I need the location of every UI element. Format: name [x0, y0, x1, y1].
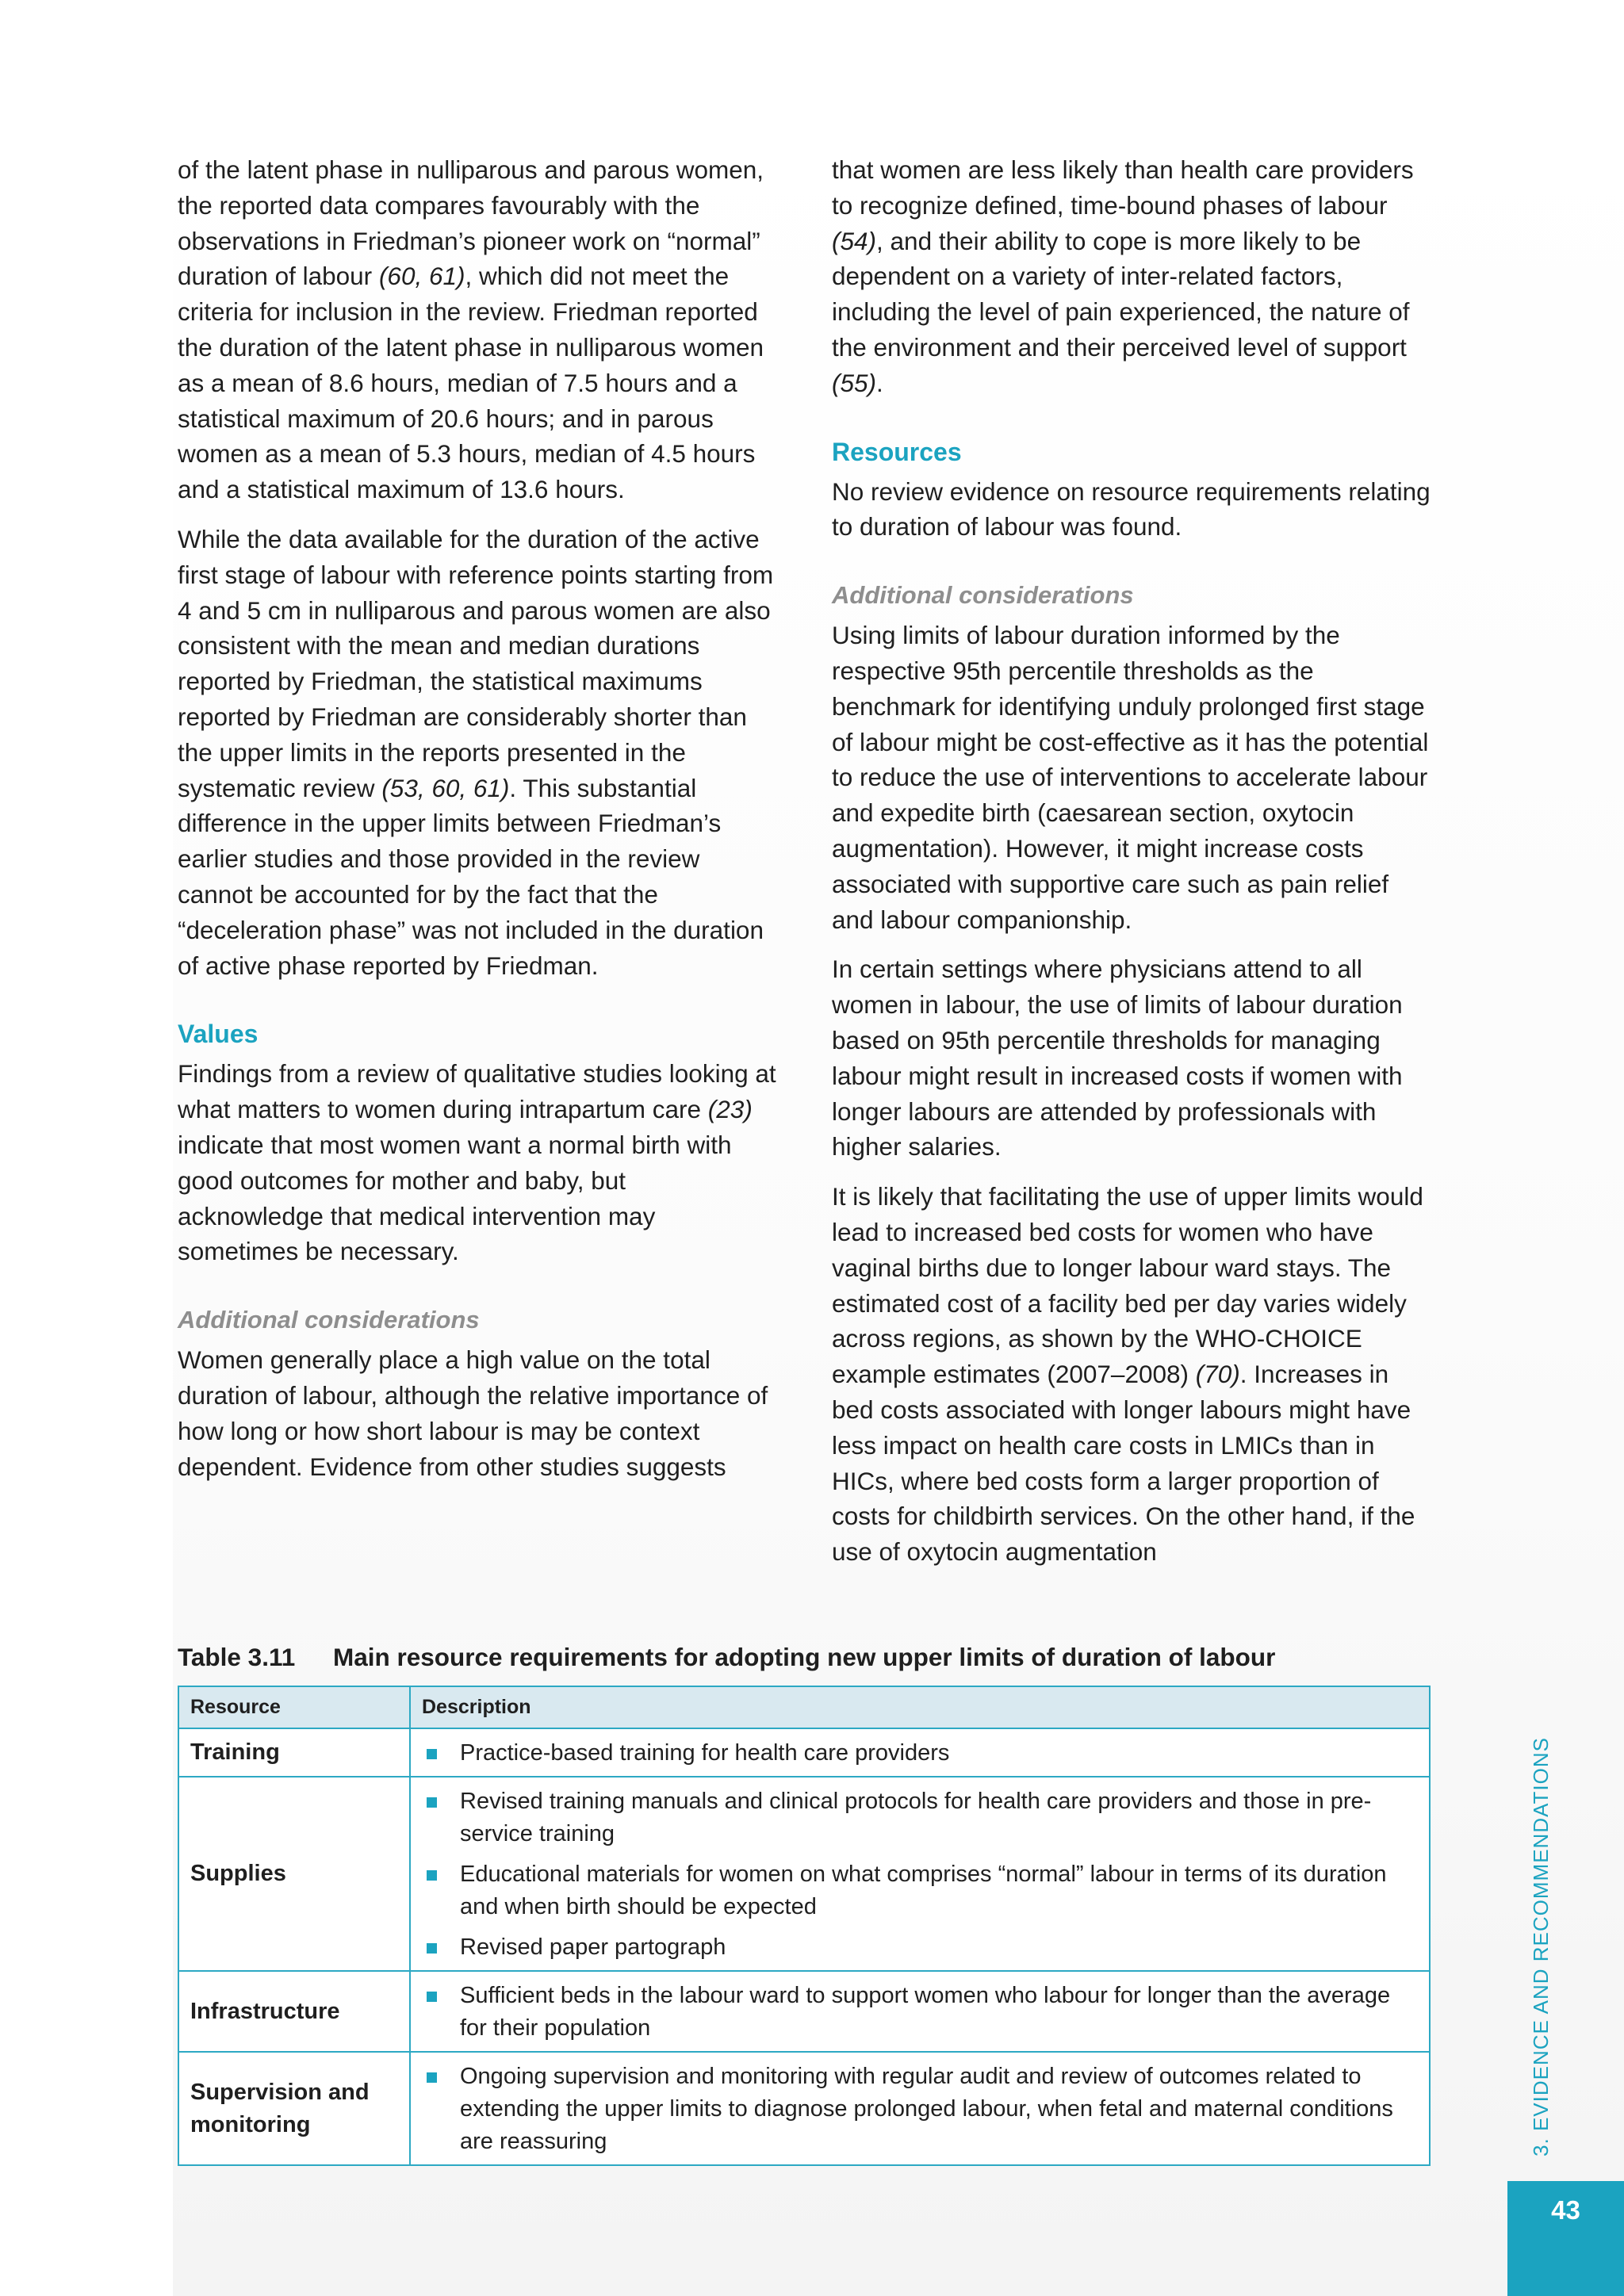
paragraph: Women generally place a high value on the total duration of labour, although the relative importance of how long or how short labour is may be context dependent. Evidence from other studies suggests — [178, 1345, 768, 1481]
resource-name: Supplies — [178, 1777, 410, 1971]
resource-description — [410, 1971, 1430, 2052]
paragraph: that women are less likely than health care providers to recognize defined, time-bound phases of labour (54), and their ability to cope is more likely to be dependent on a variety of inter-related factors, including the level of pain experienced, the nature of the environment and their perceived level of support (55). — [832, 155, 1414, 397]
paragraph: In certain settings where physicians attend to all women in labour, the use of limits of labour duration based on 95th percentile thresholds for managing labour might result in increased costs if women with longer labours are attended by professionals with higher salaries. — [832, 955, 1403, 1161]
right-column — [832, 152, 1433, 1584]
table-row — [178, 2052, 1430, 2165]
table-number: Table 3.11 — [178, 1643, 296, 1671]
section-heading-values: Values — [178, 1020, 259, 1049]
citation: (70) — [1195, 1360, 1240, 1389]
paragraph: No review evidence on resource requirements relating to duration of labour was found. — [832, 476, 1431, 541]
table-row — [178, 1971, 1430, 2052]
table-caption — [178, 1637, 1438, 1677]
table-row — [178, 1777, 1430, 1971]
bullet-item: Sufficient beds in the labour ward to support women who labour for longer than the average for their population — [422, 1980, 1418, 2045]
paragraph: Findings from a review of qualitative studies looking at what matters to women during intrapartum care (23) indicate that most women want a normal birth with good outcomes for mother and baby, but acknowledge that medical intervention may sometimes be necessary. — [178, 1059, 776, 1266]
paragraph: It is likely that facilitating the use of upper limits would lead to increased bed costs for women who have vaginal births due to longer labour ward stays. The estimated cost of a facility bed per day varies widely across regions, as shown by the WHO-CHOICE example estimates (2007–2008) (70). Increases in bed costs associated with longer labours might have less impact on health care costs in LMICs than in HICs, where bed costs form a larger proportion of costs for childbirth services. On the other hand, if the use of oxytocin augmentation — [832, 1182, 1423, 1567]
citation: (23) — [707, 1095, 753, 1124]
page-number: 43 — [1551, 2195, 1580, 2225]
table-header-row — [178, 1686, 1430, 1728]
subheading-additional-considerations: Additional considerations — [832, 581, 1134, 610]
resource-description — [410, 1777, 1430, 1971]
section-heading-resources: Resources — [832, 437, 962, 466]
resource-name: Training — [178, 1728, 410, 1777]
chapter-side-label: 3. EVIDENCE AND RECOMMENDATIONS — [1528, 1736, 1553, 2156]
citation: (60, 61) — [378, 262, 465, 291]
subheading-additional-considerations: Additional considerations — [178, 1306, 480, 1334]
citation: (53, 60, 61) — [381, 773, 510, 802]
bullet-item: Practice-based training for health care providers — [422, 1737, 1418, 1770]
table-title: Main resource requirements for adopting new upper limits of duration of labour — [333, 1643, 1276, 1671]
citation: (55) — [832, 368, 877, 397]
resource-description — [410, 1728, 1430, 1777]
paragraph: Using limits of labour duration informed by the respective 95th percentile thresholds as the benchmark for identifying unduly prolonged first stage of labour might be cost-effective as it has the potential to reduce the use of interventions to accelerate labour and expedite birth (caesarean section, oxytocin augmentation). However, it might increase costs associated with supportive care such as pain relief and labour companionship. — [832, 621, 1429, 934]
paragraph: While the data available for the duration of the active first stage of labour with reference points starting from 4 and 5 cm in nulliparous and parous women are also consistent with the mean and median durations reported by Friedman, the statistical maximums reported by Friedman are considerably shorter than the upper limits in the reports presented in the systematic review (53, 60, 61). This substantial difference in the upper limits between Friedman’s earlier studies and those provided in the review cannot be accounted for by the fact that the “deceleration phase” was not included in the duration of active phase reported by Friedman. — [178, 524, 774, 980]
table-row — [178, 1728, 1430, 1777]
resource-name: Supervision and monitoring — [178, 2052, 410, 2165]
resource-name: Infrastructure — [178, 1971, 410, 2052]
left-column — [178, 152, 776, 1498]
bullet-item: Educational materials for women on what comprises “normal” labour in terms of its duration and when birth should be expected — [422, 1858, 1418, 1923]
citation: (54) — [832, 226, 877, 255]
column-header-resource: Resource — [178, 1686, 410, 1728]
column-header-description: Description — [410, 1686, 1430, 1728]
resource-description — [410, 2052, 1430, 2165]
bullet-item: Ongoing supervision and monitoring with regular audit and review of outcomes related to extending the upper limits to diagnose prolonged labour, when fetal and maternal conditions are reassuring — [422, 2061, 1418, 2158]
resource-table — [178, 1686, 1431, 2166]
page-number-tab — [1507, 2181, 1624, 2296]
bullet-item: Revised paper partograph — [422, 1931, 1418, 1964]
bullet-item: Revised training manuals and clinical protocols for health care providers and those in pre-service training — [422, 1785, 1418, 1850]
paragraph: of the latent phase in nulliparous and parous women, the reported data compares favourably with the observations in Friedman’s pioneer work on “normal” duration of labour (60, 61), which did not meet the criteria for inclusion in the review. Friedman reported the duration of the latent phase in nulliparous women as a mean of 8.6 hours, median of 7.5 hours and a statistical maximum of 20.6 hours; and in parous women as a mean of 5.3 hours, median of 4.5 hours and a statistical maximum of 13.6 hours. — [178, 155, 764, 504]
